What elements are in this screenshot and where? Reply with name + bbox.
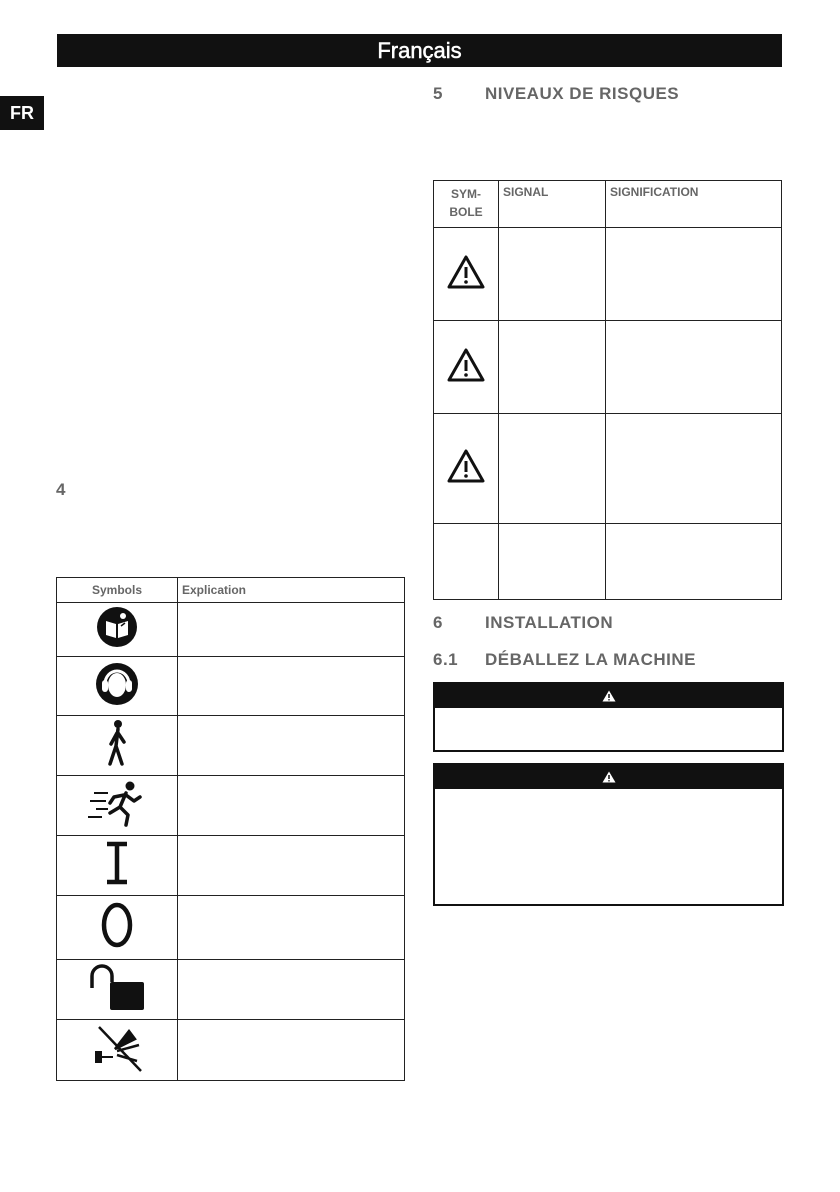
symbol-header-line1: SYM- bbox=[451, 187, 481, 201]
table-row bbox=[57, 657, 405, 716]
explanation-cell bbox=[178, 657, 405, 716]
section-6-title: INSTALLATION bbox=[485, 613, 614, 632]
symbol-cell bbox=[57, 896, 178, 960]
language-tab-label: FR bbox=[10, 102, 34, 123]
unlock-icon bbox=[88, 962, 146, 1012]
table-row bbox=[434, 228, 782, 321]
warning-triangle-icon bbox=[446, 448, 486, 484]
symbol-cell bbox=[434, 414, 499, 524]
warning-triangle-icon bbox=[602, 771, 616, 783]
explanation-header: Explication bbox=[178, 578, 405, 603]
section-6-1-number: 6.1 bbox=[433, 650, 459, 669]
read-manual-icon bbox=[96, 606, 138, 648]
table-row bbox=[57, 960, 405, 1020]
table-row bbox=[57, 836, 405, 896]
meaning-cell bbox=[606, 524, 782, 600]
no-spray-icon bbox=[89, 1021, 145, 1075]
signal-cell bbox=[499, 414, 606, 524]
warning-box bbox=[433, 763, 784, 906]
explanation-cell bbox=[178, 836, 405, 896]
table-row bbox=[57, 716, 405, 776]
symbol-cell bbox=[434, 228, 499, 321]
meaning-header: SIGNIFICATION bbox=[606, 181, 782, 228]
symbols-table bbox=[56, 577, 405, 1081]
table-row bbox=[57, 603, 405, 657]
section-4-heading bbox=[56, 480, 108, 500]
signal-cell bbox=[499, 228, 606, 321]
explanation-cell bbox=[178, 1020, 405, 1081]
symbol-cell bbox=[57, 603, 178, 657]
table-row bbox=[57, 776, 405, 836]
explanation-cell bbox=[178, 960, 405, 1020]
risk-table-header bbox=[434, 181, 782, 228]
signal-header: SIGNAL bbox=[499, 181, 606, 228]
symbol-cell bbox=[57, 657, 178, 716]
explanation-cell bbox=[178, 776, 405, 836]
section-5-title: NIVEAUX DE RISQUES bbox=[485, 84, 680, 103]
warning-box-header bbox=[435, 684, 782, 708]
section-6-number: 6 bbox=[433, 613, 443, 632]
table-row bbox=[57, 896, 405, 960]
symbols-table-header bbox=[57, 578, 405, 603]
section-5-heading bbox=[433, 84, 679, 104]
section-5-number: 5 bbox=[433, 84, 443, 103]
symbol-header bbox=[434, 181, 499, 228]
symbols-header: Symbols bbox=[57, 578, 178, 603]
symbol-cell bbox=[57, 1020, 178, 1081]
table-row bbox=[57, 1020, 405, 1081]
table-row bbox=[434, 321, 782, 414]
section-6-1-heading bbox=[433, 650, 696, 670]
ear-protection-icon bbox=[95, 662, 139, 706]
symbol-cell bbox=[434, 524, 499, 600]
symbol-header-line2: BOLE bbox=[449, 205, 483, 219]
section-6-heading bbox=[433, 613, 613, 633]
symbol-cell bbox=[57, 836, 178, 896]
table-row bbox=[434, 524, 782, 600]
meaning-cell bbox=[606, 321, 782, 414]
warning-box bbox=[433, 682, 784, 752]
explanation-cell bbox=[178, 603, 405, 657]
section-4-number: 4 bbox=[56, 480, 66, 499]
walking-person-icon bbox=[102, 718, 132, 768]
warning-triangle-icon bbox=[446, 254, 486, 290]
signal-cell bbox=[499, 321, 606, 414]
signal-cell bbox=[499, 524, 606, 600]
language-title: Français bbox=[377, 37, 462, 63]
on-symbol-icon bbox=[102, 840, 132, 886]
off-symbol-icon bbox=[99, 901, 135, 949]
meaning-cell bbox=[606, 414, 782, 524]
risk-levels-table bbox=[433, 180, 782, 600]
explanation-cell bbox=[178, 716, 405, 776]
symbol-cell bbox=[57, 960, 178, 1020]
warning-triangle-icon bbox=[446, 347, 486, 383]
symbol-cell bbox=[57, 776, 178, 836]
section-6-1-title: DÉBALLEZ LA MACHINE bbox=[485, 650, 696, 669]
symbol-cell bbox=[434, 321, 499, 414]
warning-triangle-icon bbox=[602, 690, 616, 702]
language-header bbox=[57, 34, 782, 67]
running-person-icon bbox=[86, 779, 148, 827]
meaning-cell bbox=[606, 228, 782, 321]
symbol-cell bbox=[57, 716, 178, 776]
explanation-cell bbox=[178, 896, 405, 960]
table-row bbox=[434, 414, 782, 524]
warning-box-header bbox=[435, 765, 782, 789]
language-tab bbox=[0, 96, 44, 130]
